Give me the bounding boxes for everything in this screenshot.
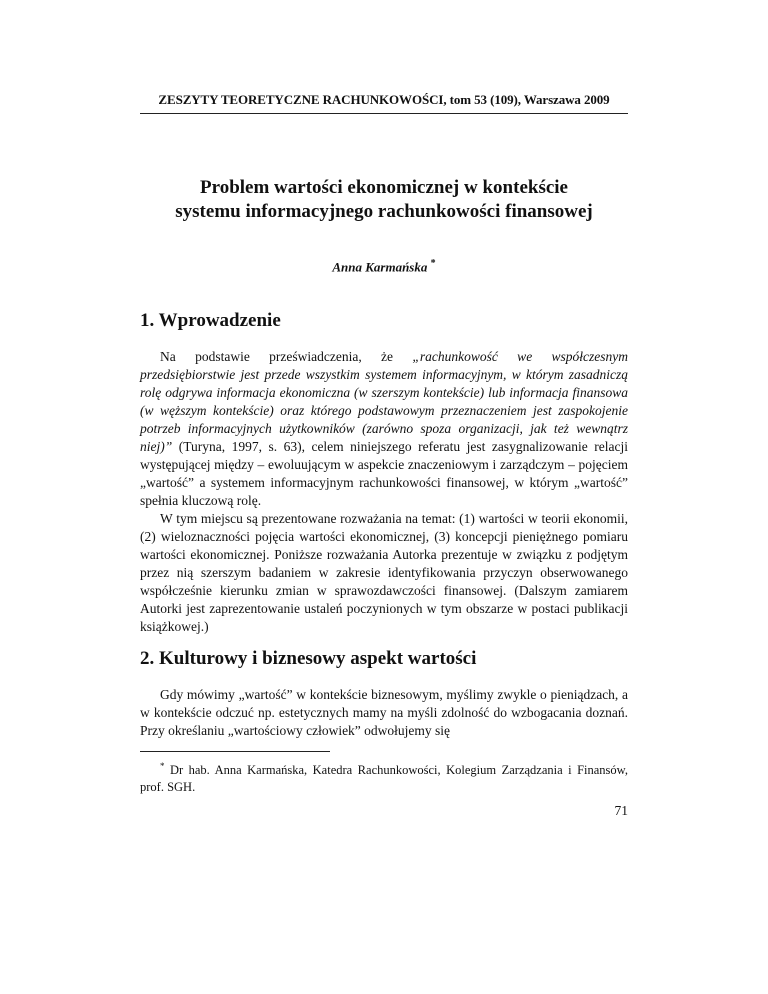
- footnote-mark: *: [160, 761, 165, 771]
- author-name: Anna Karmańska: [332, 259, 428, 275]
- author-line: [140, 258, 628, 275]
- footnote: [140, 758, 628, 796]
- footnote-text: Dr hab. Anna Karmańska, Katedra Rachunkowości, Kolegium Zarządzania i Finansów, prof. SGH.: [140, 763, 628, 795]
- section-heading-cultural-aspect: 2. Kulturowy i biznesowy aspekt wartości: [140, 648, 477, 669]
- section-heading-introduction: 1. Wprowadzenie: [140, 310, 281, 331]
- paragraph-intro-rest: (Turyna, 1997, s. 63), celem niniejszego referatu jest zasygnalizowanie relacji występującej między – ewoluującym w aspekcie znaczeniowym i zarządczym – pojęciem „wartość” a systemem informacyjnym rachunkowości finansowej, w którym „wartość” spełnia kluczową rolę.: [140, 439, 628, 508]
- paragraph-intro-lead: Na podstawie przeświadczenia, że: [160, 349, 413, 364]
- article-title: [140, 176, 628, 224]
- paragraph-intro-quote: „rachunkowość we współczesnym przedsiębiorstwie jest przede wszystkim systemem informacyjnym, w którym zasadniczą rolę odgrywa informacja ekonomiczna (w szerszym kontekście) lub informacja finansowa (w węższym kontekście) oraz którego podstawowym przeznaczeniem jest zaspokojenie potrzeb informacyjnych użytkowników (zarówno spoza organizacji, jak też wewnątrz niej)”: [140, 349, 628, 454]
- paragraph-intro: [140, 348, 628, 510]
- title-line-1: Problem wartości ekonomicznej w kontekście: [200, 177, 568, 198]
- paragraph-value-meaning: Gdy mówimy „wartość” w kontekście biznesowym, myślimy zwykle o pieniądzach, a w kontekście odczuć np. estetycznych mamy na myśli zdolność do wzbogacania doznań. Przy określaniu „wartościowy człowiek” odwołujemy się: [140, 687, 628, 738]
- running-head: ZESZYTY TEORETYCZNE RACHUNKOWOŚCI, tom 53 (109), Warszawa 2009: [140, 92, 628, 114]
- author-footnote-mark: *: [430, 258, 436, 269]
- paragraph-scope: W tym miejscu są prezentowane rozważania na temat: (1) wartości w teorii ekonomii, (2) wieloznaczności pojęcia wartości ekonomicznej, (3) koncepcji pieniężnego pomiaru wartości ekonomicznej. Poniższe rozważania Autorka prezentuje w związku z podjętym przez nią szerszym badaniem w zakresie identyfikowania przyczyn obserwowanego współcześnie kierunku zmian w sprawozdawczości finansowej. (Dalszym zamiarem Autorki jest zaprezentowanie ustaleń poczynionych w tym obszarze w postaci publikacji książkowej.): [140, 511, 628, 634]
- page-number: 71: [614, 803, 628, 818]
- title-line-2: systemu informacyjnego rachunkowości finansowej: [175, 201, 593, 222]
- footnote-divider: [140, 751, 330, 752]
